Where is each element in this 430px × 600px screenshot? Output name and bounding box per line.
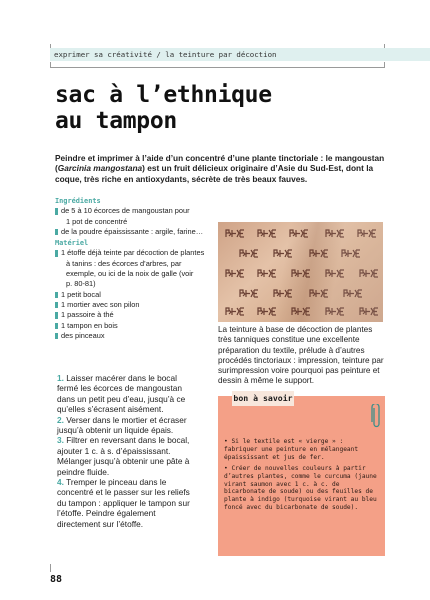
supplies-list — [55, 196, 205, 341]
intro-latin-name: Garcinia mangostana — [57, 163, 143, 174]
title-line-2: au tampon — [55, 108, 177, 134]
list-item: des pinceaux — [55, 331, 205, 341]
header-rule-top-right — [384, 44, 385, 48]
list-item: 1 passoire à thé — [55, 310, 205, 320]
intro-text-2: ) est un fruit délicieux originaire d’Asie du Sud-Est, dont la coque, très riche en antioxydants, sécrète de très beaux fauves. — [55, 163, 374, 184]
tip-label: bon à savoir — [232, 391, 294, 406]
tip-text — [224, 438, 379, 515]
header-rule-bottom — [50, 67, 385, 68]
step-3: 3. Filtrer en reversant dans le bocal, ajouter 1 c. à s. d’épaississant. Mélanger jusqu’à obtenir une pâte à peindre fluide. — [57, 435, 190, 477]
list-item: 1 petit bocal — [55, 290, 205, 300]
list-item: 1 mortier avec son pilon — [55, 300, 205, 310]
tip-item-1: • Si le textile est « vierge » : fabriquer une peinture en mélangeant épaississant et jus de fer. — [224, 438, 359, 461]
list-item: de 5 à 10 écorces de mangoustan pour 1 pot de concentré — [55, 206, 205, 227]
fabric-photo — [218, 222, 383, 322]
list-item: 1 étoffe déjà teinte par décoction de plantes à tanins : des écorces d’arbres, par exemple, ou ici de la noix de galle (voir p. 80-81) — [55, 248, 205, 289]
list-item: 1 tampon en bois — [55, 321, 205, 331]
intro-text-1: Peindre et imprimer à l’aide d’un concentré d’une plante tinctoriale : le mangoustan ( — [55, 153, 385, 174]
intro-paragraph — [55, 153, 385, 184]
title-line-1: sac à l’ethnique — [55, 82, 272, 108]
steps-list — [57, 373, 199, 529]
step-2: 2. Verser dans le mortier et écraser jusqu’à obtenir un liquide épais. — [57, 414, 187, 436]
list-item: de la poudre épaississante : argile, farine… — [55, 227, 205, 237]
tip-item-2: • Créer de nouvelles couleurs à partir d’autres plantes, comme le curcuma (jaune virant saumon avec 1 c. à c. de bicarbonate de soude) ou des feuilles de plante à indigo (turquoise virant au bleu foncé avec du bicarbonate de soude). — [224, 464, 377, 512]
step-1: 1. Laisser macérer dans le bocal fermé les écorces de mangoustan dans un petit peu d’eau, jusqu’à ce qu’elles s’écrasent aisément. — [57, 373, 186, 415]
ingredients-label: Ingrédients — [55, 197, 101, 205]
page-title — [55, 82, 385, 134]
footer-rule — [50, 564, 51, 572]
header-rule-top-left — [50, 44, 51, 48]
breadcrumb: exprimer sa créativité / la teinture par décoction — [54, 50, 277, 59]
paperclip-icon — [371, 404, 381, 430]
step-4: 4. Tremper le pinceau dans le concentré et le passer sur les reliefs du tampon : appliquer le tampon sur l’étoffe. Peindre également directement sur l’étoffe. — [57, 477, 190, 529]
photo-caption: La teinture à base de décoction de plantes très tanniques constitue une excellente préparation du textile, prélude à d’autres procédés tinctoriaux : impression, teinture par surimpression voire pourquoi pas peinture et dessin à même le support. — [218, 325, 384, 386]
materiel-label: Matériel — [55, 239, 89, 248]
page-number: 88 — [50, 574, 63, 585]
